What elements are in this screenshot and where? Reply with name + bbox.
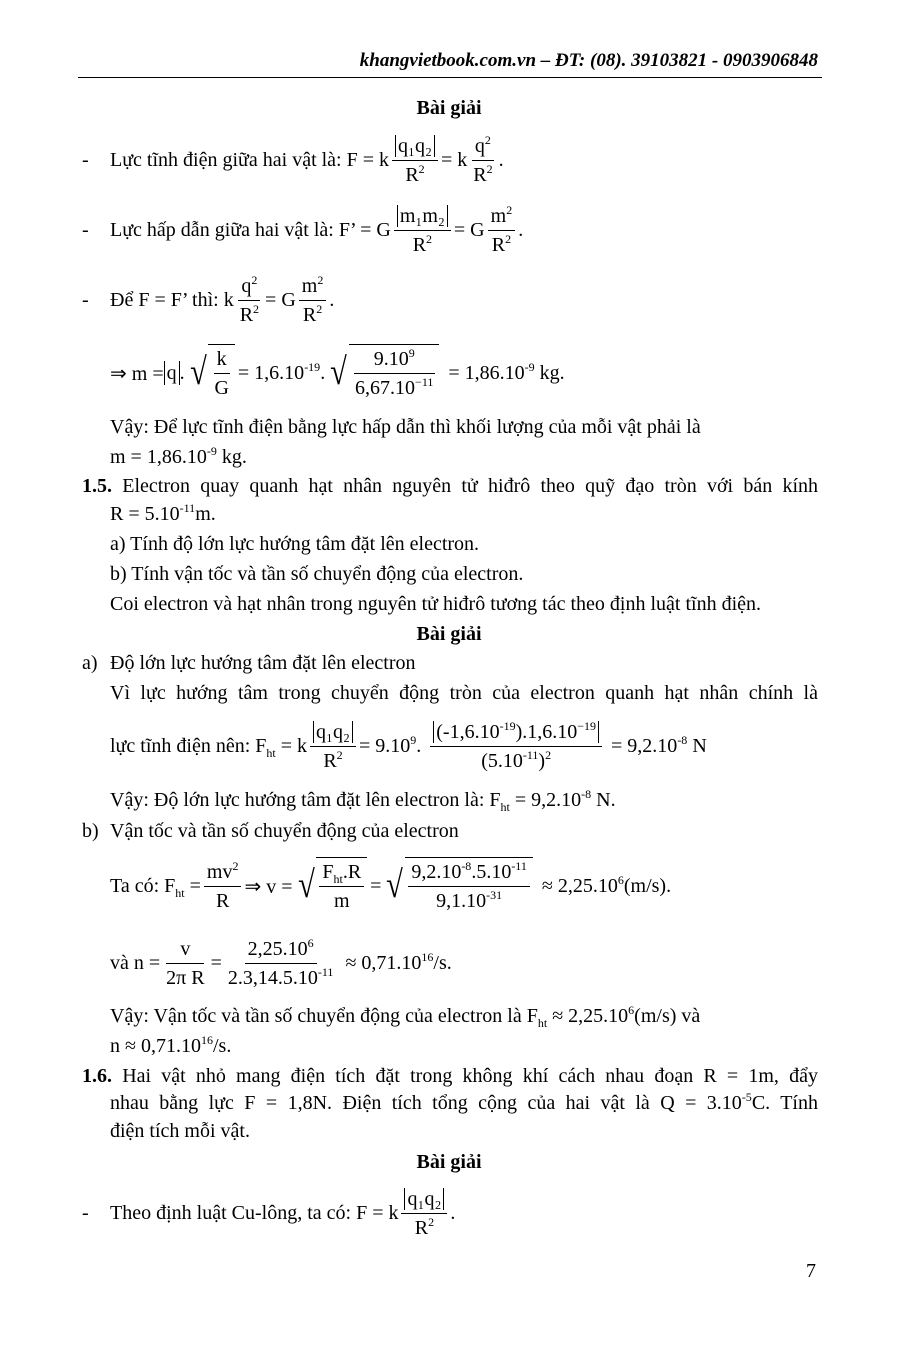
text: . [450,1201,456,1224]
solution-heading: Bài giải [416,97,482,119]
text: . [320,361,326,384]
bullet-dash: - [82,219,89,241]
text: . [329,288,335,311]
bullet-dash: - [82,289,89,311]
part-b-conclusion: Vậy: Vận tốc và tần số chuyển động của electron là $F_{ht} \approx 2,25.10^6(m/s)$ và [110,1003,701,1030]
part-label: b) [82,820,99,842]
problem-1-6-line-2: nhau bằng lực F = 1,8N. Điện tích tổng cộng của hai vật là $Q = 3.10^{-5}C$. Tính [110,1090,818,1114]
bullet-dash: - [82,1202,89,1224]
fraction [488,202,516,259]
denominator: R [239,303,254,326]
text: = k [275,734,308,757]
page-header: khangvietbook.com.vn – ĐT: (08). 39103821 - 0903906848 [359,50,818,71]
exponent: -19 [304,359,321,374]
exponent: 2 [317,272,324,287]
conclusion-text: Vậy: Để lực tĩnh điện bằng lực hấp dẫn thì khối lượng của mỗi vật phải là [110,416,701,438]
exponent: -8 [677,732,688,747]
conclusion-result: $m = 1,86.10^{-9}$ kg. [110,444,247,468]
result: ≈ $2,25.10^6(m/s)$. [541,872,672,897]
part-label: a) [82,652,98,674]
denominator: R [491,233,506,256]
page-number: 7 [806,1260,816,1282]
text: ⇒ v = [244,875,293,898]
text: lực tĩnh điện nên: F [110,734,267,757]
text: = 1,86.10 [448,361,525,384]
denominator: R [302,303,317,326]
exponent: 2 [316,301,323,316]
part-b-conclusion-2: $n \approx 0,71.10^{16}/s$. [110,1033,232,1057]
radical-icon: √ [297,864,315,906]
text: và n = [110,951,161,974]
force-label: Ta có: $F_{ht}$ = [110,874,201,900]
fraction: q₁q₂ $R^2$ [401,1185,447,1242]
exponent: 2 [486,161,493,176]
problem-1-5-assumption: Coi electron và hạt nhân trong nguyên tử hiđrô tương tác theo định luật tĩnh điện. [110,593,762,615]
square-root [188,344,235,402]
square-root: √ $9,2.10^{-8}.5.10^{-11}$ $9,1.10^{-31}$ [384,857,532,915]
text: . [179,361,185,384]
problem-1-6: 1.6. Hai vật nhỏ mang điện tích đặt trong không khí cách nhau đoạn R = 1m, đẩy [82,1065,818,1087]
fraction: $\frac{mv^2}{R}$ [204,858,242,915]
square-root [328,344,439,402]
exponent: 2 [253,301,260,316]
numerator: q [241,274,252,297]
text: = G [453,218,485,241]
text: Để F = F’ thì: k [110,288,234,311]
numerator: 9.10 [373,348,409,370]
numerator: m [490,204,507,227]
part-a-text: Vì lực hướng tâm trong chuyển động tròn của electron quanh hạt nhân chính là [110,682,818,704]
exponent: 2 [418,161,425,176]
part-a-title: Độ lớn lực hướng tâm đặt lên electron [110,652,416,674]
square-root: √ $F_{ht}.R$ m [296,857,368,915]
result [448,359,565,385]
denominator: R [473,163,487,186]
result: ≈ $0,71.10^{16}/s$. [345,949,452,974]
numerator: m [301,274,318,297]
text: = G [265,288,296,311]
text: . [518,218,524,241]
radical-icon: √ [330,351,347,393]
force-label [110,735,307,758]
fraction [299,272,327,329]
text: = k [440,148,468,171]
text: = 9.10 [358,734,411,757]
exponent: 2 [505,231,512,246]
exponent: 2 [336,747,343,762]
problem-1-5: 1.5. Electron quay quanh hạt nhân nguyên tử hiđrô theo quỹ đạo tròn với bán kính [82,475,818,497]
problem-1-5-part-a: a) Tính độ lớn lực hướng tâm đặt lên electron. [110,533,480,555]
header-rule [78,77,822,78]
text: . [416,734,422,757]
text: = [210,951,222,974]
text: kg. [534,361,565,384]
fraction [310,718,356,775]
part-b-title: Vận tốc và tần số chuyển động của electron [110,820,459,842]
result [611,732,707,758]
radical-icon: √ [189,351,207,393]
exponent: 2 [426,231,433,246]
fraction [394,202,451,259]
text: Lực hấp dẫn giữa hai vật là: F’ = G [110,218,391,241]
exponent: 2 [251,272,258,287]
exponent: 9 [410,732,417,747]
text: . [498,148,504,171]
text: Lực tĩnh điện giữa hai vật là: F = k [110,148,390,171]
denominator: 6,67.10 [355,377,416,399]
text: ⇒ m = [110,362,164,385]
exponent: 9 [408,346,415,360]
fraction [237,272,262,329]
abs-value: q [164,361,180,385]
text: = 1,6.10 [237,361,305,384]
numerator: k [214,345,230,374]
denominator: G [214,377,229,399]
text: N [687,734,707,757]
fraction: $\frac{2,25.10^6}{2.3,14.5.10^{-11}}$ [227,935,334,989]
fraction [392,132,438,189]
denominator: R [323,749,337,772]
text: Theo định luật Cu-lông, ta có: F = k [110,1201,399,1224]
coefficient [237,359,326,385]
fraction: $(-1,6.10^{-19}).1,6.10^{-19}$ $(5.10^{-11})^2$ [430,718,602,775]
exponent: 2 [484,132,491,147]
solution-heading: Bài giải [416,623,482,645]
subscript: ht [266,745,276,760]
numerator: q₁q₂ [313,721,353,743]
text: = [370,874,382,897]
part-a-conclusion: Vậy: Độ lớn lực hướng tâm đặt lên electron là: $F_{ht} = 9,2.10^{-8}$ N. [110,787,616,814]
denominator: R [412,233,427,256]
numerator: q₁q₂ [395,135,435,157]
solution-heading: Bài giải [416,1151,482,1173]
problem-1-5-radius: $R = 5.10^{-11}m$. [110,501,216,525]
numerator: q [474,134,485,157]
problem-1-6-line-3: điện tích mỗi vật. [110,1120,250,1142]
radical-icon: √ [386,864,404,906]
exponent: -9 [524,359,535,374]
fraction: $\frac{v}{\text{2π R}}$ [163,935,207,992]
denominator: R [405,163,419,186]
fraction [470,132,495,189]
numerator: m₁m₂ [397,205,448,227]
exponent: 2 [506,202,513,217]
text: = 9,2.10 [611,734,678,757]
bullet-dash: - [82,149,89,171]
exponent: −11 [415,375,434,389]
problem-1-5-part-b: b) Tính vận tốc và tần số chuyển động của electron. [110,563,524,585]
coefficient [358,732,422,758]
